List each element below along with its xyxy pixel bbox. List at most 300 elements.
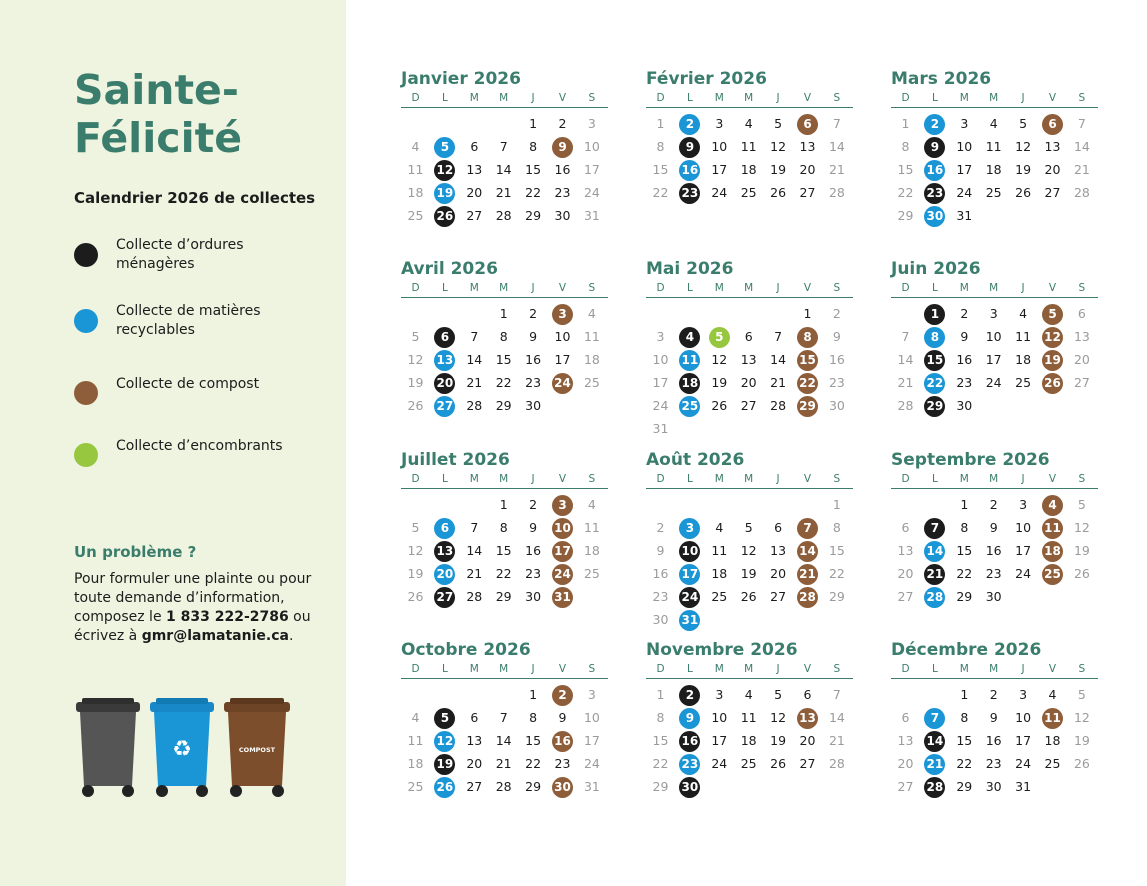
recycling-marker-icon: 3 [679, 518, 700, 539]
month-title: Septembre 2026 [891, 450, 1050, 470]
day-waste-collection [920, 516, 949, 539]
compost-marker-icon: 13 [797, 708, 818, 729]
weekday-label: D [901, 282, 910, 294]
day-cell: 13 [1044, 139, 1061, 154]
day-cell: 17 [711, 733, 728, 748]
day-cell: 4 [411, 710, 420, 725]
day-recycling-collection [675, 752, 704, 775]
day-cell: 22 [828, 566, 845, 581]
weekday-label: M [989, 663, 999, 675]
day-recycling-collection [920, 752, 949, 775]
day-cell: 19 [407, 375, 424, 390]
weekday-label: S [588, 473, 596, 485]
day-cell: 25 [985, 185, 1002, 200]
weekday-label: M [989, 282, 999, 294]
weekday-label: S [1078, 473, 1086, 485]
day-cell: 17 [1015, 733, 1032, 748]
day-cell: 10 [583, 139, 600, 154]
weekday-label: S [588, 663, 596, 675]
day-cell: 15 [652, 162, 669, 177]
weekday-label: V [558, 92, 567, 104]
day-cell: 18 [407, 185, 424, 200]
day-cell: 19 [1073, 543, 1090, 558]
day-cell: 1 [656, 116, 665, 131]
day-cell: 28 [828, 756, 845, 771]
help-text-part3: . [288, 628, 294, 644]
waste-marker-icon: 27 [434, 587, 455, 608]
day-cell: 15 [495, 352, 512, 367]
day-cell: 12 [407, 543, 424, 558]
weekday-label: V [803, 282, 812, 294]
day-cell: 14 [897, 352, 914, 367]
day-compost-collection [548, 302, 577, 325]
day-cell: 4 [744, 116, 753, 131]
day-waste-collection [920, 348, 949, 371]
day-cell: 19 [740, 566, 757, 581]
weekday-label: J [1021, 92, 1025, 104]
day-cell: 25 [407, 779, 424, 794]
day-cell: 6 [901, 520, 910, 535]
day-cell: 24 [985, 375, 1002, 390]
day-cell: 29 [828, 589, 845, 604]
compost-marker-icon: 18 [1042, 541, 1063, 562]
waste-marker-icon: 12 [434, 160, 455, 181]
weekday-label: V [1048, 473, 1057, 485]
day-cell: 21 [495, 185, 512, 200]
day-cell: 9 [989, 710, 998, 725]
day-cell: 29 [897, 208, 914, 223]
waste-marker-icon: 19 [434, 754, 455, 775]
day-recycling-collection [675, 394, 704, 417]
month-block [646, 67, 853, 248]
weekday-label: M [469, 92, 479, 104]
day-cell: 17 [583, 162, 600, 177]
weekday-label: M [469, 663, 479, 675]
weekday-label: D [656, 92, 665, 104]
month-block [891, 638, 1098, 819]
weekday-label: L [686, 663, 693, 675]
day-cell: 11 [985, 139, 1002, 154]
month-title: Mai 2026 [646, 259, 734, 279]
day-cell: 4 [587, 306, 596, 321]
recycling-marker-icon: 5 [434, 137, 455, 158]
day-cell: 21 [466, 375, 483, 390]
day-cell: 21 [1073, 162, 1090, 177]
compost-marker-icon: 3 [552, 495, 573, 516]
day-cell: 7 [774, 329, 783, 344]
compost-marker-icon: 4 [1042, 495, 1063, 516]
day-recycling-collection [675, 608, 704, 631]
day-compost-collection [793, 371, 822, 394]
day-cell: 27 [1073, 375, 1090, 390]
recycling-marker-icon: 30 [924, 206, 945, 227]
day-cell: 29 [525, 208, 542, 223]
weekday-label: J [531, 282, 535, 294]
month-title: Juillet 2026 [401, 450, 510, 470]
recycling-marker-icon: 2 [679, 114, 700, 135]
day-cell: 2 [558, 116, 567, 131]
recycling-marker-icon: 20 [434, 564, 455, 585]
month-block [646, 257, 853, 438]
day-cell: 3 [989, 306, 998, 321]
day-cell: 1 [803, 306, 812, 321]
recycling-marker-icon: 23 [679, 754, 700, 775]
weekday-label: M [744, 663, 754, 675]
day-waste-collection [920, 302, 949, 325]
weekday-label: S [833, 473, 841, 485]
weekday-label: M [714, 473, 724, 485]
day-cell: 16 [985, 543, 1002, 558]
month-title: Juin 2026 [891, 259, 981, 279]
month-block [646, 448, 853, 629]
day-cell: 20 [799, 162, 816, 177]
weekday-label: J [776, 663, 780, 675]
day-cell: 17 [554, 352, 571, 367]
day-cell: 18 [583, 543, 600, 558]
day-cell: 31 [1015, 779, 1032, 794]
recycling-marker-icon: 16 [679, 160, 700, 181]
weekday-label: J [776, 473, 780, 485]
day-cell: 5 [1019, 116, 1028, 131]
day-cell: 7 [901, 329, 910, 344]
weekday-label: D [901, 473, 910, 485]
day-cell: 17 [985, 352, 1002, 367]
day-grid [401, 489, 608, 629]
day-cell: 16 [956, 352, 973, 367]
waste-marker-icon: 29 [924, 396, 945, 417]
day-cell: 7 [499, 710, 508, 725]
day-cell: 3 [715, 116, 724, 131]
weekday-header [891, 91, 1098, 108]
compost-marker-icon: 19 [1042, 350, 1063, 371]
day-cell: 9 [989, 520, 998, 535]
weekday-label: S [833, 92, 841, 104]
day-cell: 6 [744, 329, 753, 344]
day-cell: 9 [529, 329, 538, 344]
day-cell: 24 [1015, 756, 1032, 771]
day-cell: 11 [407, 162, 424, 177]
weekday-label: V [803, 663, 812, 675]
recycling-bin-icon [150, 698, 214, 797]
weekday-label: M [714, 663, 724, 675]
day-cell: 22 [956, 566, 973, 581]
day-cell: 2 [989, 687, 998, 702]
day-cell: 12 [1015, 139, 1032, 154]
day-cell: 23 [554, 756, 571, 771]
day-cell: 11 [711, 543, 728, 558]
day-cell: 13 [466, 733, 483, 748]
weekday-label: S [588, 92, 596, 104]
day-cell: 30 [652, 612, 669, 627]
waste-bin-icon [76, 698, 140, 797]
day-cell: 31 [583, 779, 600, 794]
month-block [891, 257, 1098, 438]
day-cell: 15 [956, 543, 973, 558]
recycling-marker-icon: 27 [434, 396, 455, 417]
day-cell: 7 [470, 520, 479, 535]
day-cell: 1 [529, 116, 538, 131]
day-cell: 24 [711, 185, 728, 200]
help-text-part1: Pour formuler une plainte ou pour toute demande d’information, composez le [74, 571, 312, 625]
day-compost-collection [793, 585, 822, 608]
day-compost-collection [1038, 562, 1067, 585]
day-cell: 28 [495, 779, 512, 794]
waste-marker-icon: 5 [434, 708, 455, 729]
weekday-label: D [901, 92, 910, 104]
day-cell: 26 [770, 185, 787, 200]
day-cell: 19 [711, 375, 728, 390]
month-block [891, 448, 1098, 629]
day-waste-collection [675, 371, 704, 394]
weekday-label: M [959, 282, 969, 294]
day-cell: 22 [495, 375, 512, 390]
day-waste-collection [920, 562, 949, 585]
weekday-label: S [833, 282, 841, 294]
day-cell: 27 [799, 756, 816, 771]
day-cell: 27 [897, 589, 914, 604]
compost-marker-icon: 15 [797, 350, 818, 371]
day-cell: 7 [470, 329, 479, 344]
day-grid [646, 679, 853, 819]
day-cell: 20 [1044, 162, 1061, 177]
day-cell: 17 [652, 375, 669, 390]
day-cell: 12 [711, 352, 728, 367]
month-block [401, 638, 608, 819]
day-cell: 1 [960, 687, 969, 702]
day-compost-collection [793, 706, 822, 729]
recycling-marker-icon: 21 [924, 754, 945, 775]
day-compost-collection [793, 348, 822, 371]
day-waste-collection [920, 181, 949, 204]
help-phone[interactable]: 1 833 222-2786 [166, 609, 289, 625]
waste-marker-icon: 10 [679, 541, 700, 562]
day-cell: 19 [770, 733, 787, 748]
day-recycling-collection [920, 371, 949, 394]
compost-marker-icon: 16 [552, 731, 573, 752]
day-cell: 2 [989, 497, 998, 512]
weekday-label: V [803, 92, 812, 104]
weekday-header [646, 472, 853, 489]
day-cell: 21 [770, 375, 787, 390]
day-cell: 15 [828, 543, 845, 558]
day-recycling-collection [430, 394, 459, 417]
weekday-label: M [744, 92, 754, 104]
day-cell: 17 [1015, 543, 1032, 558]
day-waste-collection [920, 135, 949, 158]
day-cell: 30 [828, 398, 845, 413]
day-cell: 26 [407, 589, 424, 604]
day-waste-collection [675, 585, 704, 608]
day-cell: 2 [656, 520, 665, 535]
day-cell: 3 [656, 329, 665, 344]
day-cell: 4 [989, 116, 998, 131]
day-waste-collection [430, 752, 459, 775]
weekday-label: M [714, 282, 724, 294]
day-compost-collection [793, 325, 822, 348]
compost-marker-icon: 17 [552, 541, 573, 562]
recycling-marker-icon: 28 [924, 587, 945, 608]
day-cell: 2 [832, 306, 841, 321]
day-compost-collection [1038, 493, 1067, 516]
compost-bin-label: COMPOST [238, 746, 276, 754]
day-cell: 25 [740, 756, 757, 771]
recycling-marker-icon: 9 [679, 708, 700, 729]
day-waste-collection [430, 706, 459, 729]
weekday-label: V [1048, 282, 1057, 294]
day-cell: 29 [956, 589, 973, 604]
day-cell: 8 [529, 710, 538, 725]
day-compost-collection [548, 562, 577, 585]
day-cell: 20 [770, 566, 787, 581]
weekday-label: L [441, 473, 448, 485]
day-cell: 14 [466, 352, 483, 367]
day-cell: 25 [583, 375, 600, 390]
day-recycling-collection [430, 729, 459, 752]
day-cell: 17 [711, 162, 728, 177]
day-cell: 16 [525, 543, 542, 558]
day-cell: 14 [495, 733, 512, 748]
day-compost-collection [793, 516, 822, 539]
day-cell: 19 [1073, 733, 1090, 748]
day-cell: 23 [652, 589, 669, 604]
day-cell: 29 [652, 779, 669, 794]
day-compost-collection [548, 683, 577, 706]
day-waste-collection [430, 158, 459, 181]
compost-dot-icon [74, 381, 98, 405]
day-cell: 9 [558, 710, 567, 725]
day-recycling-collection [920, 158, 949, 181]
day-cell: 27 [1044, 185, 1061, 200]
month-title: Août 2026 [646, 450, 745, 470]
legend-item-compost [74, 374, 334, 414]
compost-marker-icon: 12 [1042, 327, 1063, 348]
day-cell: 2 [529, 497, 538, 512]
weekday-label: M [714, 92, 724, 104]
day-cell: 28 [1073, 185, 1090, 200]
day-cell: 20 [466, 185, 483, 200]
day-cell: 27 [770, 589, 787, 604]
recycling-marker-icon: 16 [924, 160, 945, 181]
day-compost-collection [793, 539, 822, 562]
day-cell: 8 [960, 520, 969, 535]
day-cell: 18 [711, 566, 728, 581]
weekday-label: L [931, 473, 938, 485]
day-cell: 20 [897, 756, 914, 771]
day-cell: 1 [529, 687, 538, 702]
help-email-link[interactable]: gmr@lamatanie.ca [141, 628, 289, 644]
weekday-label: V [803, 473, 812, 485]
weekday-header [891, 281, 1098, 298]
day-cell: 26 [1015, 185, 1032, 200]
weekday-label: J [531, 663, 535, 675]
weekday-header [401, 91, 608, 108]
day-cell: 9 [656, 543, 665, 558]
day-cell: 14 [828, 139, 845, 154]
day-compost-collection [1038, 371, 1067, 394]
waste-marker-icon: 7 [924, 518, 945, 539]
day-grid [646, 298, 853, 438]
day-cell: 13 [740, 352, 757, 367]
day-cell: 29 [495, 589, 512, 604]
day-waste-collection [920, 729, 949, 752]
day-cell: 20 [466, 756, 483, 771]
day-cell: 9 [960, 329, 969, 344]
day-cell: 29 [956, 779, 973, 794]
day-grid [646, 489, 853, 629]
day-cell: 26 [407, 398, 424, 413]
day-cell: 21 [897, 375, 914, 390]
waste-marker-icon: 15 [924, 350, 945, 371]
day-compost-collection [1038, 302, 1067, 325]
weekday-label: L [686, 473, 693, 485]
day-cell: 8 [529, 139, 538, 154]
day-cell: 4 [1048, 687, 1057, 702]
weekday-label: V [558, 282, 567, 294]
day-cell: 2 [960, 306, 969, 321]
waste-marker-icon: 26 [434, 206, 455, 227]
day-cell: 21 [466, 566, 483, 581]
day-compost-collection [548, 775, 577, 798]
day-cell: 18 [985, 162, 1002, 177]
day-cell: 9 [832, 329, 841, 344]
day-cell: 22 [525, 185, 542, 200]
weekday-label: J [776, 92, 780, 104]
day-cell: 18 [1015, 352, 1032, 367]
day-compost-collection [548, 493, 577, 516]
weekday-label: S [833, 663, 841, 675]
compost-marker-icon: 10 [552, 518, 573, 539]
day-compost-collection [1038, 348, 1067, 371]
day-cell: 8 [499, 520, 508, 535]
day-cell: 18 [1044, 733, 1061, 748]
weekday-label: L [441, 92, 448, 104]
day-cell: 31 [652, 421, 669, 436]
day-cell: 23 [828, 375, 845, 390]
day-recycling-collection [675, 562, 704, 585]
recycling-marker-icon: 31 [679, 610, 700, 631]
day-cell: 30 [525, 589, 542, 604]
day-cell: 16 [554, 162, 571, 177]
day-cell: 28 [466, 398, 483, 413]
weekday-header [646, 91, 853, 108]
day-cell: 13 [897, 733, 914, 748]
day-cell: 1 [832, 497, 841, 512]
help-title: Un problème ? [74, 543, 197, 561]
day-waste-collection [920, 775, 949, 798]
day-cell: 8 [656, 710, 665, 725]
day-cell: 25 [407, 208, 424, 223]
day-cell: 18 [740, 733, 757, 748]
recycling-marker-icon: 11 [679, 350, 700, 371]
day-cell: 23 [985, 566, 1002, 581]
day-cell: 4 [1019, 306, 1028, 321]
day-compost-collection [548, 516, 577, 539]
day-cell: 19 [1015, 162, 1032, 177]
day-cell: 7 [832, 116, 841, 131]
day-cell: 28 [466, 589, 483, 604]
weekday-label: L [931, 92, 938, 104]
weekday-label: M [499, 473, 509, 485]
day-compost-collection [793, 394, 822, 417]
day-cell: 8 [656, 139, 665, 154]
day-cell: 3 [587, 687, 596, 702]
recycling-dot-icon [74, 309, 98, 333]
compost-marker-icon: 6 [797, 114, 818, 135]
day-cell: 22 [652, 185, 669, 200]
weekday-label: D [656, 663, 665, 675]
day-waste-collection [430, 585, 459, 608]
day-cell: 15 [525, 733, 542, 748]
